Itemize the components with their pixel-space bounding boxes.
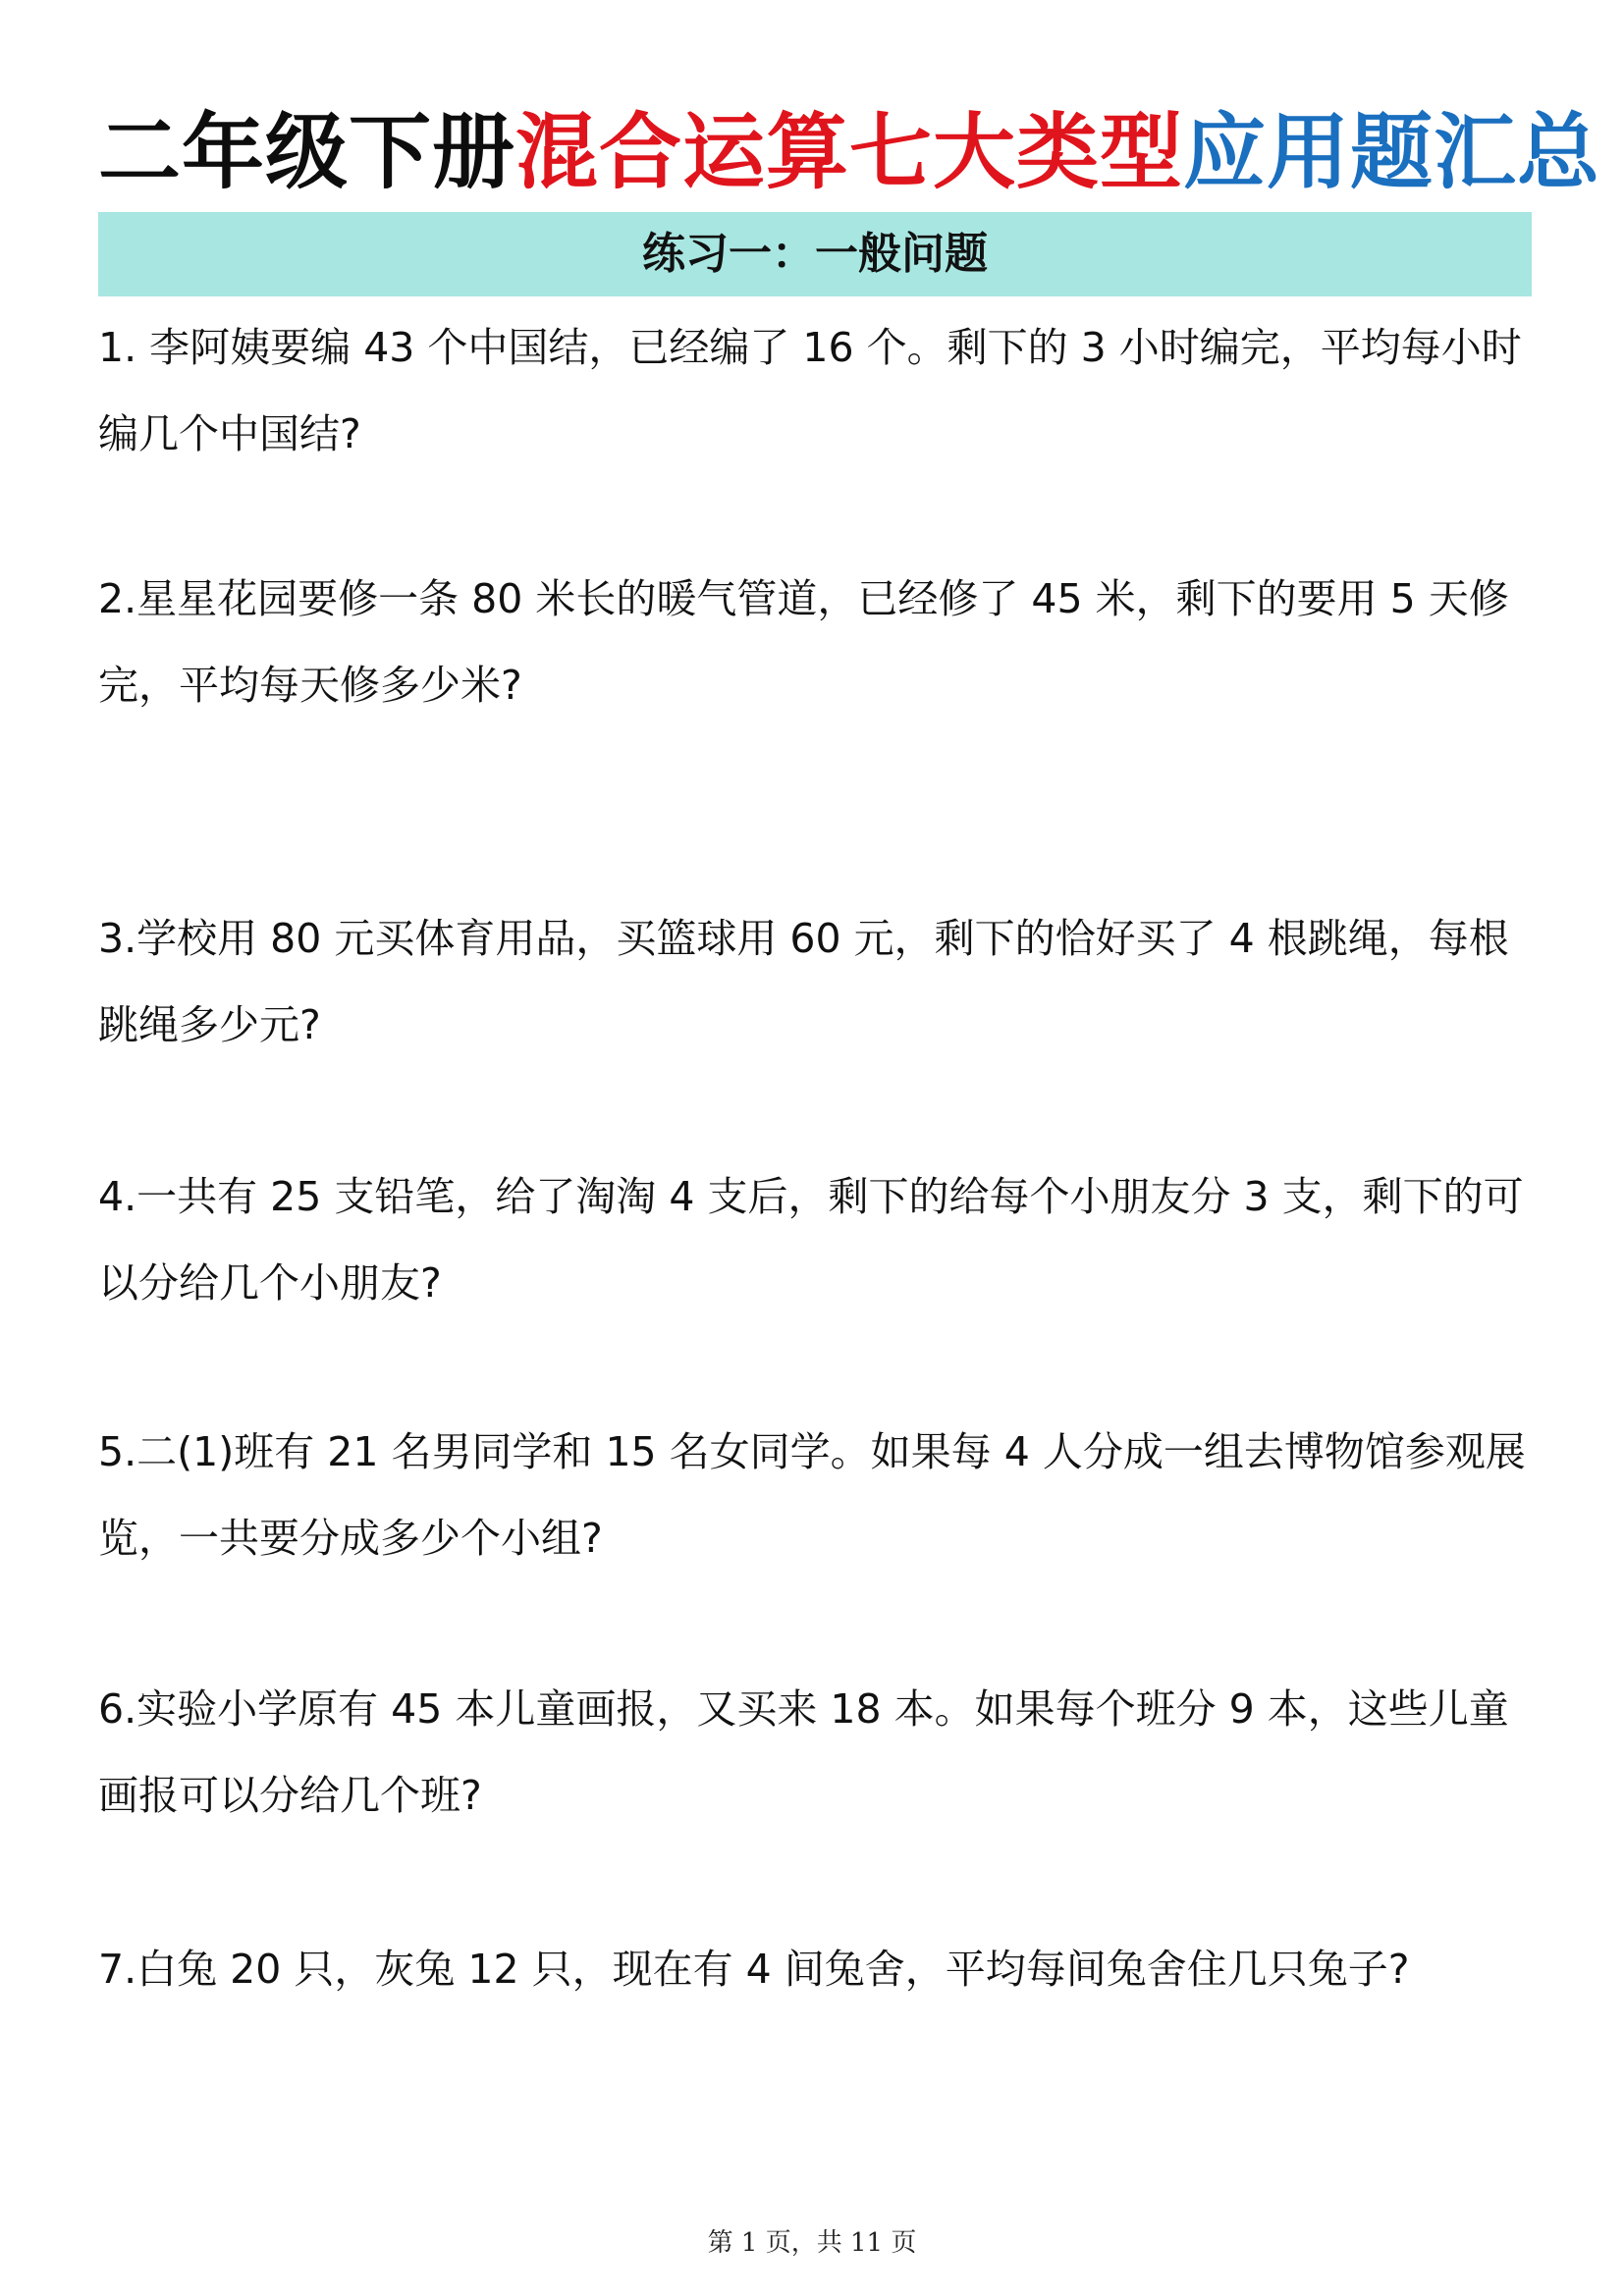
question-item bbox=[98, 1666, 1532, 1839]
question-item bbox=[98, 1153, 1532, 1326]
question-item bbox=[98, 895, 1532, 1068]
title-part-summary: 应用题汇总 bbox=[1183, 104, 1601, 200]
question-text: 学校用 80 元买体育用品，买篮球用 60 元，剩下的恰好买了 4 根跳绳，每根跳绳多少元? bbox=[98, 915, 1509, 1048]
question-number: 2. bbox=[98, 575, 137, 622]
question-text: 李阿姨要编 43 个中国结，已经编了 16 个。剩下的 3 小时编完，平均每小时编几个中国结? bbox=[98, 324, 1522, 457]
section-banner bbox=[98, 212, 1532, 296]
page-footer bbox=[0, 2223, 1624, 2263]
page-title bbox=[98, 98, 1601, 206]
title-part-grade: 二年级下册 bbox=[98, 104, 516, 200]
question-number: 4. bbox=[98, 1173, 137, 1220]
question-text: 白兔 20 只，灰兔 12 只，现在有 4 间兔舍，平均每间兔舍住几只兔子? bbox=[136, 1946, 1410, 1993]
question-text: 实验小学原有 45 本儿童画报，又买来 18 本。如果每个班分 9 本，这些儿童画报可以分给几个班? bbox=[98, 1685, 1509, 1819]
question-item bbox=[98, 556, 1532, 728]
question-item bbox=[98, 304, 1532, 477]
question-number: 7. bbox=[98, 1946, 137, 1993]
section-heading: 练习一：一般问题 bbox=[642, 229, 988, 279]
page-number-label: 第 1 页，共 11 页 bbox=[707, 2228, 917, 2258]
title-part-topic: 混合运算七大类型 bbox=[515, 104, 1184, 200]
question-item bbox=[98, 1409, 1532, 1581]
question-number: 5. bbox=[98, 1428, 137, 1475]
question-text: 星星花园要修一条 80 米长的暖气管道，已经修了 45 米，剩下的要用 5 天修完，平均每天修多少米? bbox=[98, 575, 1509, 709]
question-item bbox=[98, 1926, 1532, 2012]
question-text: 二(1)班有 21 名男同学和 15 名女同学。如果每 4 人分成一组去博物馆参观展览，一共要分成多少个小组? bbox=[98, 1428, 1526, 1562]
question-number: 3. bbox=[98, 915, 137, 962]
question-number: 1. bbox=[98, 324, 150, 371]
question-text: 一共有 25 支铅笔，给了淘淘 4 支后，剩下的给每个小朋友分 3 支，剩下的可以分给几个小朋友? bbox=[98, 1173, 1524, 1307]
question-number: 6. bbox=[98, 1685, 137, 1733]
